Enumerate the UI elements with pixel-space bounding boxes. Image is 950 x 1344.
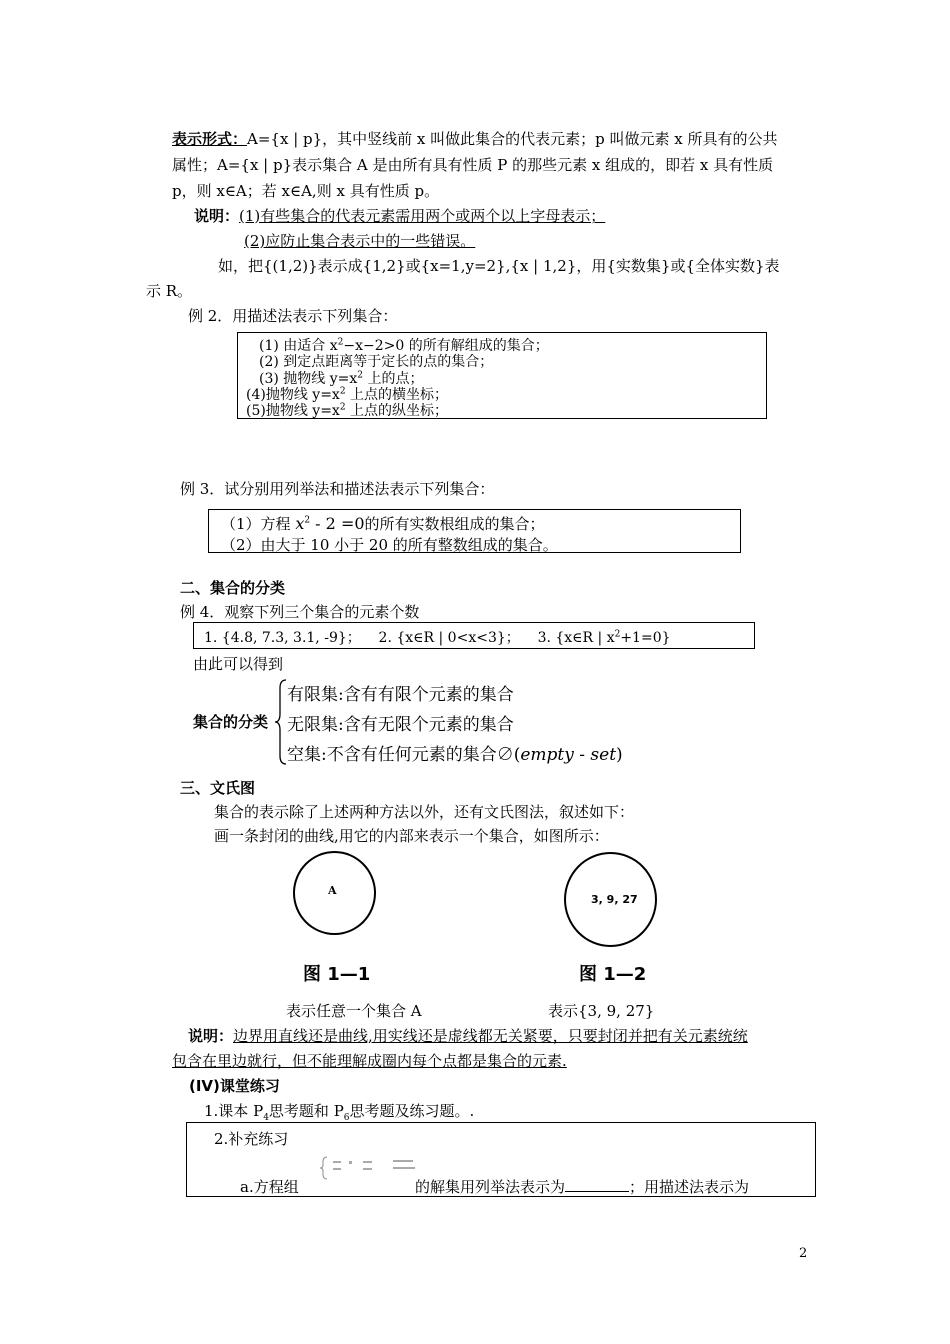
equation-system-icon	[319, 1155, 427, 1181]
note1-line1: 说明：(1)有些集合的代表元素需用两个或两个以上字母表示；	[194, 207, 606, 225]
exercise-item2-rest: 的解集用列举法表示为 ；用描述法表示为	[415, 1178, 750, 1196]
note1-example-line1: 如，把{(1,2)}表示成{1,2}或{x=1,y=2},{x | 1,2}，用{实数集}或{全体实数}表	[218, 257, 780, 275]
exercise-heading: (IV)课堂练习	[189, 1077, 280, 1095]
exercise-item1: 1.课本 $P_4$思考题和 $P_6$思考题及练习题。.	[204, 1102, 475, 1123]
section3-para1: 集合的表示除了上述两种方法以外，还有文氏图法，叙述如下：	[214, 803, 635, 821]
answer-blank[interactable]	[565, 1179, 629, 1192]
example2-item-1: (1) 由适合 $x^2-x-2>0$ 的所有解组成的集合；	[259, 337, 549, 354]
representation-line2: 属性；A={x | p}表示集合 A 是由所有具有性质 P 的那些元素 x 组成的，即若 x 具有性质	[172, 156, 774, 174]
figure1-caption: 图 1—1	[303, 964, 371, 985]
exercise-item2-prefix: a.方程组	[240, 1178, 299, 1196]
section2-heading: 二、集合的分类	[180, 579, 286, 597]
section3-heading: 三、文氏图	[180, 779, 256, 797]
figure1-description: 表示任意一个集合 A	[286, 1002, 422, 1020]
example4-title: 例 4．观察下列三个集合的元素个数	[180, 603, 420, 621]
representation-line3: p，则 x∈A；若 x∈A,则 x 具有性质 p。	[172, 182, 440, 200]
venn-circle-a-label: A	[328, 884, 337, 897]
example2-item-4: (4)抛物线 $y=x^2$ 上点的横坐标；	[246, 386, 449, 403]
note1-item2: (2)应防止集合表示中的一些错误。	[244, 232, 476, 250]
example3-box	[208, 509, 741, 553]
venn-circle-b-label: 3, 9, 27	[591, 893, 638, 906]
note2-line1: 说明：边界用直线还是曲线,用实线还是虚线都无关紧要，只要封闭并把有关元素统统	[188, 1027, 748, 1045]
example2-item-5: (5)抛物线 $y=x^2$ 上点的纵坐标；	[246, 402, 449, 419]
representation-line1: 表示形式：A={x | p}，其中竖线前 x 叫做此集合的代表元素；p 叫做元素 x 所具有的公共	[172, 130, 778, 148]
class-infinite: 无限集:含有无限个元素的集合	[287, 715, 514, 735]
classification-brace	[274, 678, 288, 766]
note2-line2: 包含在里边就行，但不能理解成圈内每个点都是集合的元素.	[172, 1052, 567, 1070]
figure2-caption: 图 1—2	[579, 964, 647, 985]
class-finite: 有限集:含有有限个元素的集合	[287, 685, 514, 705]
example3-formula: $x^2 - 2 =0$	[295, 514, 365, 533]
note2-label: 说明：	[188, 1027, 234, 1045]
representation-label: 表示形式：	[172, 130, 248, 148]
conclusion-text: 由此可以得到	[193, 655, 284, 673]
figure2-description: 表示{3, 9, 27}	[548, 1002, 655, 1020]
exercise-item2-title: 2.补充练习	[214, 1130, 289, 1148]
exercise-box	[186, 1122, 816, 1197]
example3-item-2: （2）由大于 10 小于 20 的所有整数组成的集合。	[221, 536, 558, 554]
note1-label: 说明：	[194, 207, 240, 225]
example2-title: 例 2．用描述法表示下列集合：	[188, 307, 398, 325]
example3-item-1: （1）方程 $x^2 - 2 =0$的所有实数根组成的集合；	[221, 514, 545, 533]
example2-box	[237, 332, 767, 419]
note1-example-line2: 示 R。	[146, 282, 193, 300]
example4-box	[193, 622, 755, 649]
section3-para2: 画一条封闭的曲线,用它的内部来表示一个集合，如图所示：	[214, 827, 609, 845]
example2-item-3: (3) 抛物线 $y=x^2$ 上的点；	[259, 370, 424, 387]
example4-sets: 1. {4.8, 7.3, 3.1, -9}； 2. {x∈R | 0<x<3}； 3. {x∈R | $x^2+1=0$}	[204, 629, 671, 646]
classification-label: 集合的分类	[193, 713, 269, 731]
page-number: 2	[799, 1246, 808, 1261]
class-empty: 空集:不含有任何元素的集合∅(empty - set)	[287, 745, 623, 765]
example3-title: 例 3．试分别用列举法和描述法表示下列集合：	[180, 480, 495, 498]
example2-item-2: (2) 到定点距离等于定长的点的集合；	[259, 354, 494, 370]
